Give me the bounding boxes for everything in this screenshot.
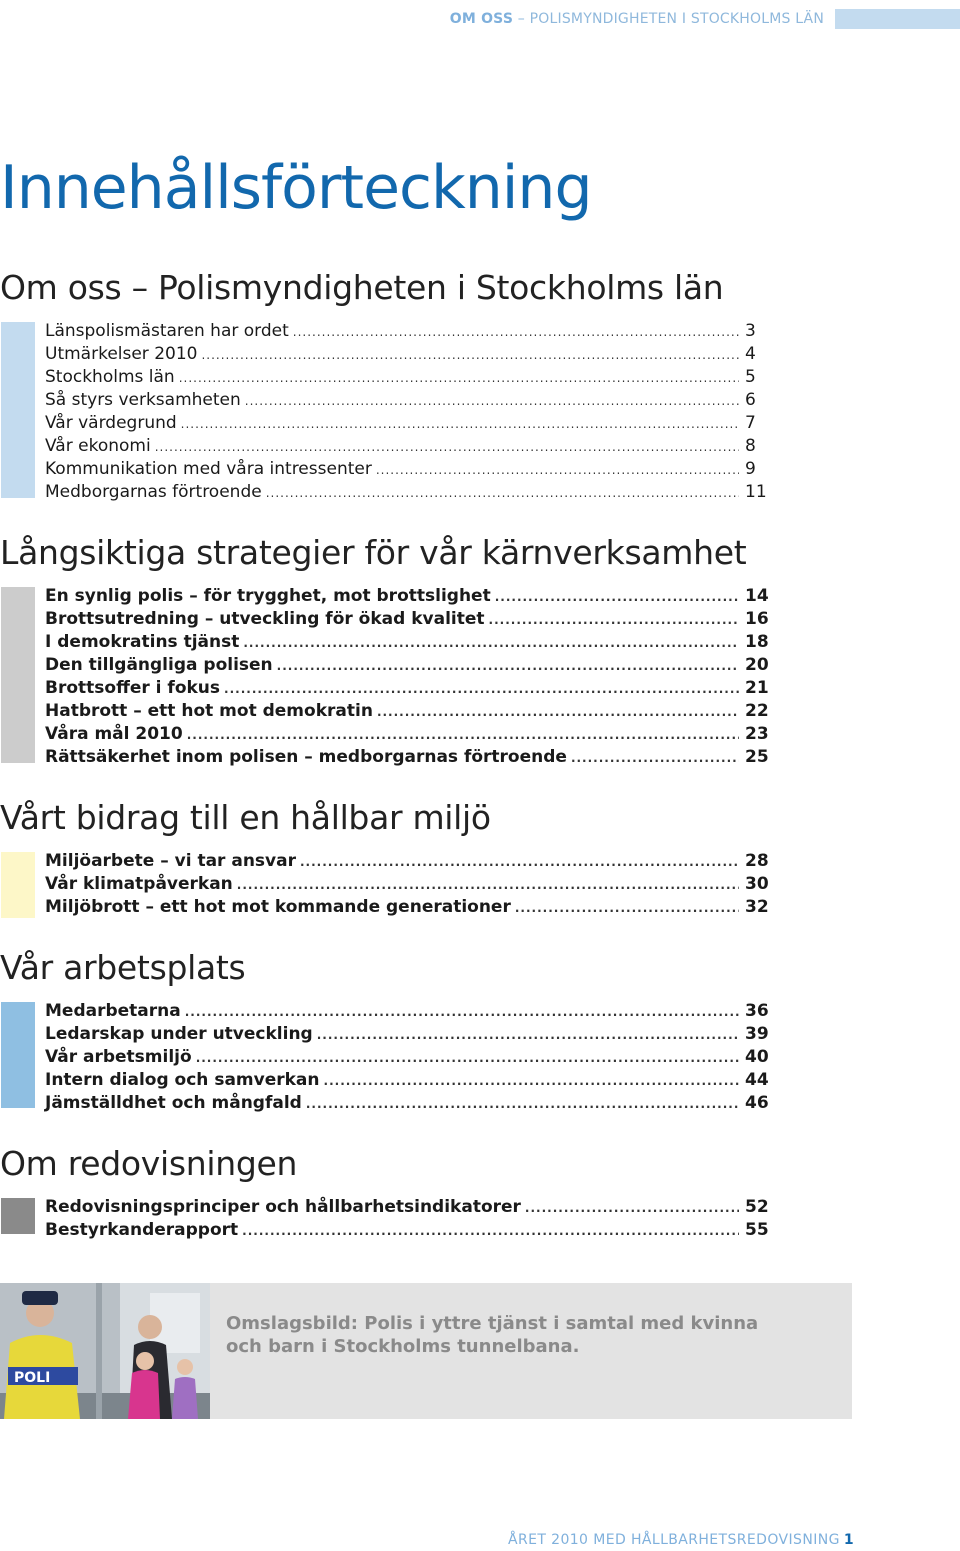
entry-page: 6 [745, 390, 756, 410]
toc-section-arbetsplats [0, 948, 960, 1115]
dot-leader [306, 1093, 739, 1116]
entry-page: 55 [745, 1220, 769, 1240]
page-footer [508, 1532, 854, 1548]
toc-section-miljo [0, 798, 960, 919]
entry-label: Utmärkelser 2010 [45, 344, 198, 364]
entry-label: Brottsutredning – utveckling för ökad kvalitet [45, 609, 485, 629]
entry-page: 39 [745, 1024, 769, 1044]
toc-entry[interactable] [45, 896, 769, 919]
entry-label: Miljöarbete – vi tar ansvar [45, 851, 296, 871]
toc-entry[interactable] [45, 412, 765, 435]
toc-entry[interactable] [45, 481, 765, 504]
toc-entry[interactable] [45, 631, 769, 654]
section-title: Om oss – Polismyndigheten i Stockholms län [0, 268, 724, 307]
entry-page: 4 [745, 344, 756, 364]
entry-label: Hatbrott – ett hot mot demokratin [45, 701, 373, 721]
toc-entry[interactable] [45, 608, 769, 631]
cover-caption: Omslagsbild: Polis i yttre tjänst i samtal med kvinna och barn i Stockholms tunnelbana. [226, 1313, 759, 1357]
toc-entry[interactable] [45, 1219, 769, 1242]
entry-page: 7 [745, 413, 756, 433]
entry-page: 44 [745, 1070, 769, 1090]
toc-section-om-oss [0, 268, 960, 504]
header-color-bar [835, 9, 960, 29]
entry-page: 32 [745, 897, 769, 917]
entry-page: 11 [745, 482, 767, 502]
section-title: Om redovisningen [0, 1144, 298, 1183]
entry-label: Stockholms län [45, 367, 175, 387]
dot-leader [317, 1024, 739, 1047]
toc-section-redovisningen [0, 1144, 960, 1242]
entry-page: 3 [745, 321, 756, 341]
entry-label: Rättsäkerhet inom polisen – medborgarnas förtroende [45, 747, 567, 767]
dot-leader [376, 459, 739, 482]
entry-page: 22 [745, 701, 769, 721]
dot-leader [185, 1001, 739, 1024]
dot-leader [277, 655, 739, 678]
entry-label: Vår klimatpåverkan [45, 874, 233, 894]
toc-entry[interactable] [45, 1092, 769, 1115]
toc-entry[interactable] [45, 677, 769, 700]
toc-entry[interactable] [45, 1046, 769, 1069]
entry-label: Redovisningsprinciper och hållbarhetsindikatorer [45, 1197, 521, 1217]
entry-page: 16 [745, 609, 769, 629]
entry-page: 52 [745, 1197, 769, 1217]
toc-entries [0, 850, 960, 919]
entry-page: 5 [745, 367, 756, 387]
toc-entry[interactable] [45, 873, 769, 896]
dot-leader [245, 390, 739, 413]
section-color-marker [1, 1002, 35, 1108]
dot-leader [242, 1220, 739, 1243]
toc-entries [0, 1000, 960, 1115]
toc-entry[interactable] [45, 850, 769, 873]
entry-label: Medarbetarna [45, 1001, 181, 1021]
toc-entry[interactable] [45, 1023, 769, 1046]
toc-entry[interactable] [45, 723, 769, 746]
running-head [450, 9, 824, 29]
dot-leader [243, 632, 739, 655]
dot-leader [324, 1070, 739, 1093]
dot-leader [300, 851, 739, 874]
dot-leader [179, 367, 739, 390]
section-color-marker [1, 1198, 35, 1234]
entry-label: Vår arbetsmiljö [45, 1047, 192, 1067]
section-title: Långsiktiga strategier för vår kärnverksamhet [0, 533, 747, 572]
dot-leader [377, 701, 739, 724]
dot-leader [155, 436, 739, 459]
toc-entries [0, 585, 960, 769]
section-color-marker [1, 587, 35, 763]
toc-entry[interactable] [45, 1069, 769, 1092]
running-head-subtitle: POLISMYNDIGHETEN I STOCKHOLMS LÄN [529, 11, 824, 27]
entry-label: Miljöbrott – ett hot mot kommande generationer [45, 897, 511, 917]
toc-entry[interactable] [45, 343, 765, 366]
entry-label: Länspolismästaren har ordet [45, 321, 289, 341]
entry-label: En synlig polis – för trygghet, mot brottslighet [45, 586, 491, 606]
section-color-marker [1, 852, 35, 918]
page-header [0, 9, 960, 31]
toc-entry[interactable] [45, 1000, 769, 1023]
dot-leader [196, 1047, 739, 1070]
entry-label: Kommunikation med våra intressenter [45, 459, 372, 479]
entry-label: Den tillgängliga polisen [45, 655, 273, 675]
entry-label: Bestyrkanderapport [45, 1220, 239, 1240]
entry-page: 8 [745, 436, 756, 456]
entry-page: 25 [745, 747, 769, 767]
cover-photo [0, 1283, 210, 1419]
dot-leader [237, 874, 739, 897]
entry-page: 30 [745, 874, 769, 894]
entry-label: Jämställdhet och mångfald [45, 1093, 302, 1113]
dot-leader [181, 413, 739, 436]
toc-entry[interactable] [45, 320, 765, 343]
dot-leader [187, 724, 739, 747]
entry-page: 21 [745, 678, 769, 698]
running-head-section: OM OSS [449, 11, 514, 27]
dot-leader [495, 586, 739, 609]
toc-entry[interactable] [45, 458, 765, 481]
toc-entries [0, 1196, 960, 1242]
entry-label: I demokratins tjänst [45, 632, 240, 652]
footer-text: ÅRET 2010 MED HÅLLBARHETSREDOVISNING [507, 1532, 840, 1548]
section-title: Vårt bidrag till en hållbar miljö [0, 798, 491, 837]
section-title: Vår arbetsplats [0, 948, 246, 987]
toc-entry[interactable] [45, 366, 765, 389]
entry-page: 36 [745, 1001, 769, 1021]
entry-page: 14 [745, 586, 769, 606]
page-number: 1 [843, 1532, 854, 1548]
entry-page: 40 [745, 1047, 769, 1067]
entry-page: 28 [745, 851, 769, 871]
entry-label: Så styrs verksamheten [45, 390, 241, 410]
running-head-separator: – [517, 11, 525, 27]
entry-page: 18 [745, 632, 769, 652]
dot-leader [489, 609, 739, 632]
entry-label: Vår värdegrund [45, 413, 177, 433]
entry-label: Brottsoffer i fokus [45, 678, 221, 698]
entry-label: Intern dialog och samverkan [45, 1070, 320, 1090]
dot-leader [515, 897, 739, 920]
entry-label: Vår ekonomi [45, 436, 151, 456]
entry-label: Medborgarnas förtroende [45, 482, 262, 502]
entry-page: 9 [745, 459, 756, 479]
section-color-marker [1, 322, 35, 498]
entry-page: 46 [745, 1093, 769, 1113]
dot-leader [525, 1197, 739, 1220]
toc-entry[interactable] [45, 700, 769, 723]
toc-entry[interactable] [45, 1196, 769, 1219]
page-title: Innehållsförteckning [0, 153, 592, 223]
svg-text:POLI: POLI [14, 1370, 51, 1386]
entry-page: 20 [745, 655, 769, 675]
dot-leader [293, 321, 739, 344]
toc-entries [0, 320, 960, 504]
entry-page: 23 [745, 724, 769, 744]
dot-leader [201, 344, 739, 367]
cover-photo-illustration [0, 1283, 210, 1419]
dot-leader [224, 678, 739, 701]
entry-label: Våra mål 2010 [45, 724, 183, 744]
toc-entry[interactable] [45, 746, 769, 769]
cover-image-box [0, 1283, 852, 1419]
dot-leader [266, 482, 739, 505]
toc-entry[interactable] [45, 389, 765, 412]
toc-entry[interactable] [45, 435, 765, 458]
dot-leader [571, 747, 739, 770]
toc-entry[interactable] [45, 654, 769, 677]
toc-entry[interactable] [45, 585, 769, 608]
entry-label: Ledarskap under utveckling [45, 1024, 313, 1044]
toc-section-strategier [0, 533, 960, 769]
